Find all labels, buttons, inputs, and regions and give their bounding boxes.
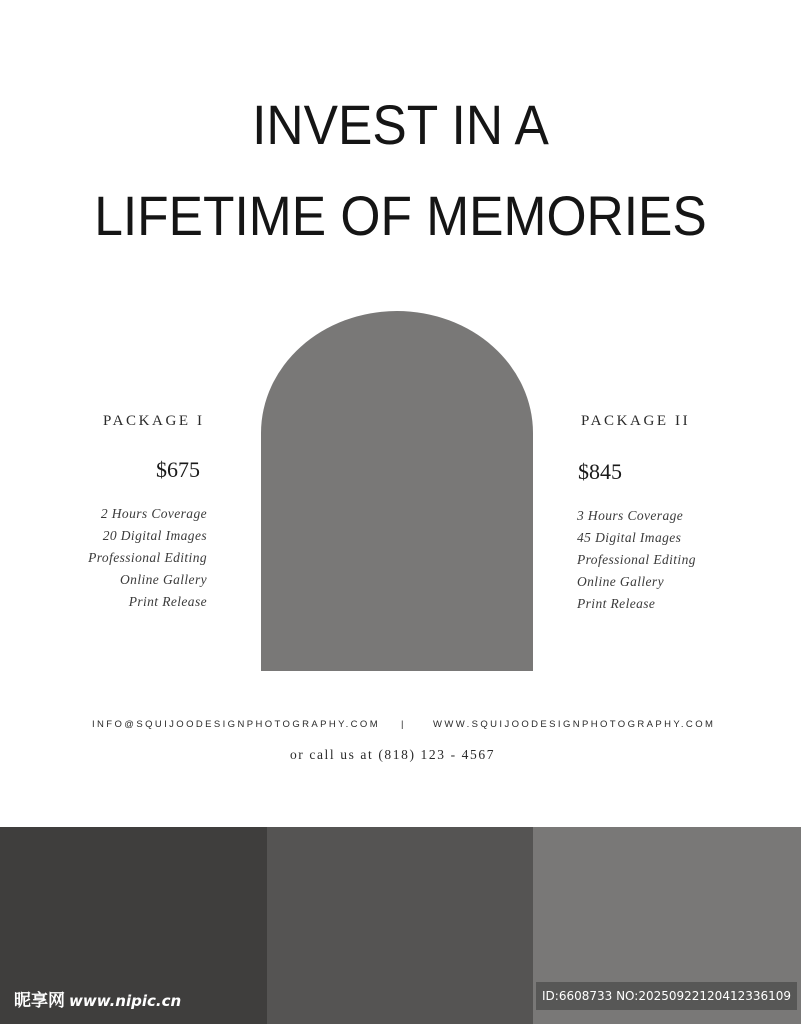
page-title-line-2: LIFETIME OF MEMORIES — [94, 184, 707, 247]
color-swatch-mid — [267, 827, 533, 1024]
package-1-feature: 2 Hours Coverage — [100, 506, 207, 521]
phone-line: or call us at (818) 123 - 4567 — [289, 747, 496, 762]
package-1-feature: Professional Editing — [88, 550, 207, 565]
contact-divider: | — [401, 719, 406, 730]
package-1-title: PACKAGE I — [103, 413, 205, 429]
package-1-feature: Online Gallery — [120, 572, 207, 587]
watermark-site: www.nipic.cn — [69, 992, 182, 1010]
package-1-feature: 20 Digital Images — [102, 528, 207, 543]
package-2-price: $845 — [578, 459, 622, 484]
package-2-feature: Print Release — [577, 596, 656, 611]
package-1-feature: Print Release — [128, 594, 207, 609]
watermark-id: ID:6608733 NO:20250922120412336109 — [536, 982, 797, 1010]
website-address: WWW.SQUIJOODESIGNPHOTOGRAPHY.COM — [433, 719, 716, 730]
page-title-line-1: INVEST IN A — [252, 93, 549, 156]
package-2-feature: Professional Editing — [577, 552, 696, 567]
watermark-logo — [14, 986, 181, 1011]
package-2-feature: Online Gallery — [577, 574, 664, 589]
package-1-price: $675 — [156, 457, 200, 482]
arch-photo-placeholder — [261, 311, 533, 671]
package-2-features — [577, 505, 777, 615]
package-1-features — [40, 503, 207, 613]
email-address: INFO@SQUIJOODESIGNPHOTOGRAPHY.COM — [92, 719, 381, 730]
watermark-logo-text: 昵享网 — [14, 991, 65, 1011]
package-2-feature: 45 Digital Images — [577, 530, 682, 545]
package-2-title: PACKAGE II — [581, 413, 691, 429]
package-2-feature: 3 Hours Coverage — [577, 508, 684, 523]
